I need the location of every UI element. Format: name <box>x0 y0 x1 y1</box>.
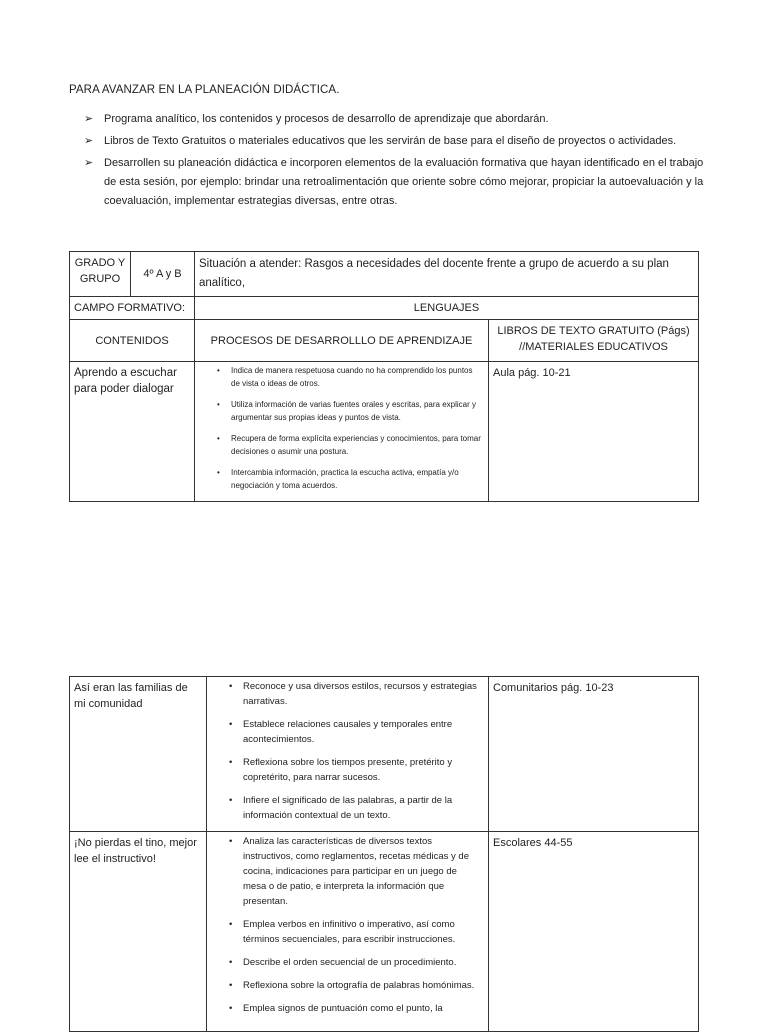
grado-label: GRADO Y GRUPO <box>70 252 131 297</box>
proceso-item: • Describe el orden secuencial de un procedimiento. <box>229 957 457 968</box>
bullet-dot-icon: • <box>229 719 233 730</box>
page-heading: PARA AVANZAR EN LA PLANEACIÓN DIDÁCTICA. <box>69 84 340 96</box>
procesos-cell <box>207 832 489 1032</box>
instruction-item: ➢ Libros de Texto Gratuitos o materiales educativos que les servirán de base para el diseño de proyectos o actividades. <box>84 132 704 151</box>
bullet-dot-icon: • <box>217 468 220 477</box>
proceso-item: • Indica de manera respetuosa cuando no ha comprendido los puntos de vista o ideas de otros. <box>217 366 473 388</box>
table-row <box>70 832 699 1032</box>
bullet-dot-icon: • <box>229 1003 233 1014</box>
arrow-bullet-icon: ➢ <box>84 157 94 169</box>
planning-table <box>69 251 699 502</box>
col-header-contenidos: CONTENIDOS <box>70 320 195 362</box>
bullet-dot-icon: • <box>217 366 220 375</box>
proceso-item: • Analiza las características de diversos textos instructivos, como reglamentos, recetas médicas y de cocina, indicaciones para participar en un juego de mesa o de patio, e interpreta la información que presentan. <box>229 836 469 907</box>
proceso-item: • Emplea verbos en infinitivo o imperativo, así como términos secuenciales, para escribir instrucciones. <box>229 919 456 945</box>
bullet-dot-icon: • <box>229 980 233 991</box>
arrow-bullet-icon: ➢ <box>84 135 94 147</box>
bullet-dot-icon: • <box>229 795 233 806</box>
planning-table-continued <box>69 676 699 1032</box>
table-row <box>70 677 699 832</box>
table-row <box>70 362 699 502</box>
proceso-item: • Intercambia información, practica la escucha activa, empatía y/o negociación y toma acuerdos. <box>217 468 459 490</box>
bullet-dot-icon: • <box>229 757 233 768</box>
proceso-item: • Emplea signos de puntuación como el punto, la <box>229 1003 443 1014</box>
campo-label: CAMPO FORMATIVO: <box>70 297 195 320</box>
instruction-list <box>84 110 704 214</box>
contenido-cell: Así eran las familias de mi comunidad <box>70 677 207 832</box>
proceso-item: • Reconoce y usa diversos estilos, recursos y estrategias narrativas. <box>229 681 477 707</box>
libro-cell: Escolares 44-55 <box>489 832 699 1032</box>
col-header-procesos: PROCESOS DE DESARROLLLO DE APRENDIZAJE <box>195 320 489 362</box>
grado-value: 4º A y B <box>131 252 195 297</box>
situacion-cell: Situación a atender: Rasgos a necesidades del docente frente a grupo de acuerdo a su plan analítico, <box>195 252 699 297</box>
proceso-item: • Utiliza información de varias fuentes orales y escritas, para explicar y argumentar sus propias ideas y puntos de vista. <box>217 400 476 422</box>
bullet-dot-icon: • <box>229 836 233 847</box>
bullet-dot-icon: • <box>229 957 233 968</box>
bullet-dot-icon: • <box>229 681 233 692</box>
contenido-cell: ¡No pierdas el tino, mejor lee el instructivo! <box>70 832 207 1032</box>
procesos-cell <box>207 677 489 832</box>
col-header-libros: LIBROS DE TEXTO GRATUITO (Págs) //MATERIALES EDUCATIVOS <box>489 320 699 362</box>
proceso-item: • Establece relaciones causales y temporales entre acontecimientos. <box>229 719 453 745</box>
procesos-cell <box>195 362 489 502</box>
bullet-dot-icon: • <box>217 434 220 443</box>
bullet-dot-icon: • <box>217 400 220 409</box>
arrow-bullet-icon: ➢ <box>84 113 94 125</box>
campo-value: LENGUAJES <box>195 297 699 320</box>
proceso-item: • Reflexiona sobre los tiempos presente, pretérito y copretérito, para narrar sucesos. <box>229 757 453 783</box>
proceso-item: • Reflexiona sobre la ortografía de palabras homónimas. <box>229 980 475 991</box>
proceso-item: • Infiere el significado de las palabras, a partir de la información contextual de un texto. <box>229 795 453 821</box>
libro-cell: Aula pág. 10-21 <box>489 362 699 502</box>
proceso-item: • Recupera de forma explícita experiencias y conocimientos, para tomar decisiones o asumir una postura. <box>217 434 481 456</box>
instruction-item: ➢ Desarrollen su planeación didáctica e incorporen elementos de la evaluación formativa que hayan identificado en el trabajo de esta sesión, por ejemplo: brindar una retroalimentación que oriente sobre cómo mejorar, propiciar la autoevaluación y la coevaluación, implementar estrategias diversas, entre otras. <box>84 154 704 211</box>
contenido-cell: Aprendo a escuchar para poder dialogar <box>70 362 195 502</box>
bullet-dot-icon: • <box>229 919 233 930</box>
libro-cell: Comunitarios pág. 10-23 <box>489 677 699 832</box>
instruction-item: ➢ Programa analítico, los contenidos y procesos de desarrollo de aprendizaje que abordarán. <box>84 110 704 129</box>
